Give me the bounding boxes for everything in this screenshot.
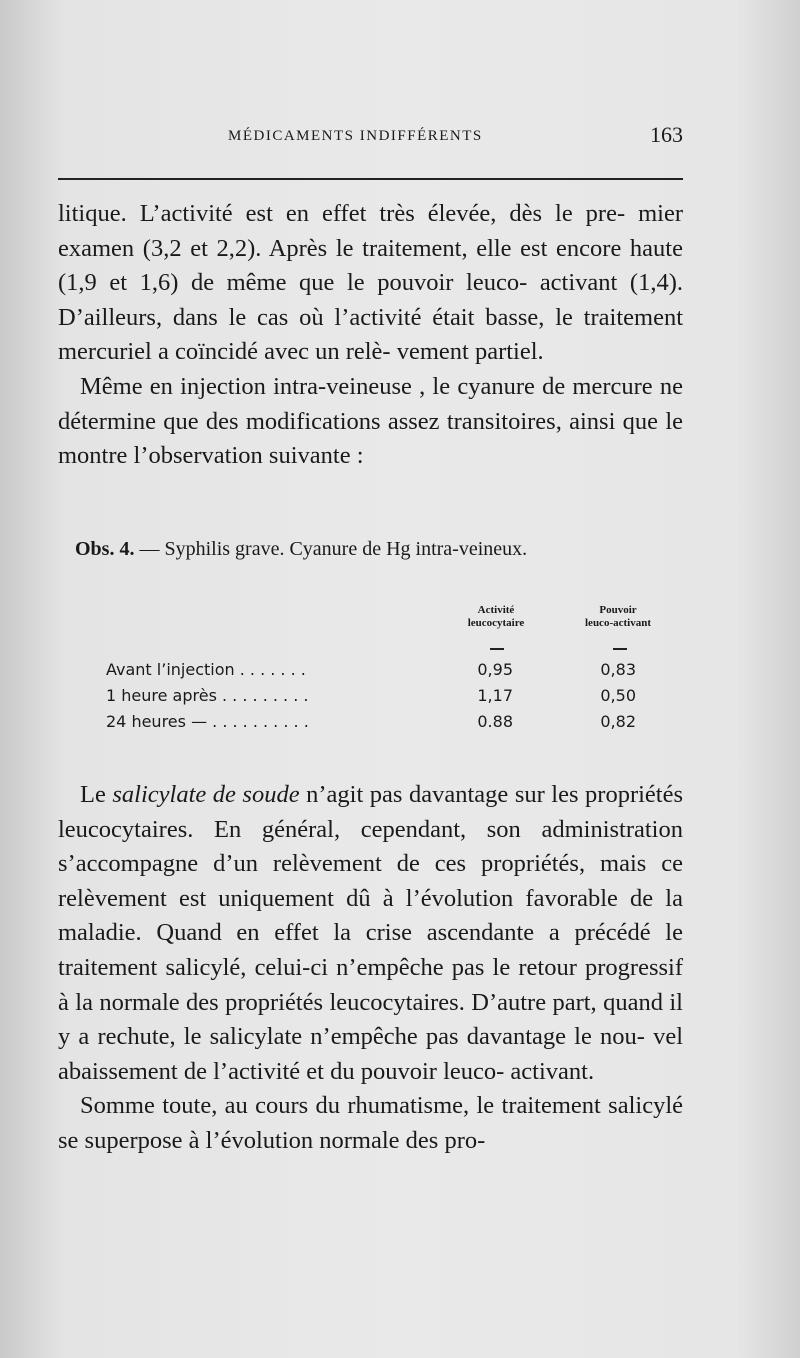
text-line: rechute, le salicylate n’empêche pas davantage le nou- bbox=[97, 1023, 645, 1051]
row-pouvoir: 0,82 bbox=[600, 712, 636, 731]
header-rule bbox=[58, 178, 683, 180]
column-header-line: Activité bbox=[477, 604, 515, 616]
paragraph-4 bbox=[58, 1089, 683, 1158]
column-header-activite bbox=[456, 604, 536, 630]
column-dash bbox=[490, 648, 504, 650]
page-header bbox=[58, 120, 683, 160]
column-header-pouvoir bbox=[578, 604, 658, 630]
text-line: Même en injection intra-veineuse , le cyanure de bbox=[80, 372, 566, 400]
text-line: activant (1,4). D’ailleurs, dans le cas où l’activité était bbox=[58, 269, 683, 331]
text-block-lower bbox=[58, 778, 683, 1159]
observation-heading bbox=[75, 535, 695, 563]
column-header-line: leuco-activant bbox=[585, 617, 651, 629]
observation-label: Obs. 4. bbox=[75, 538, 135, 560]
text-line: salicylé se superpose à l’évolution normale des pro- bbox=[58, 1092, 683, 1154]
text-italic: salicylate de soude bbox=[112, 781, 300, 808]
text-line: celui-ci n’empêche pas le retour progressif à la normale bbox=[58, 953, 683, 1016]
text-line: administration s’accompagne d’un relèvement de ces bbox=[58, 815, 683, 878]
row-label: 1 heure après . . . . . . . . . bbox=[106, 686, 309, 705]
row-label: 24 heures — . . . . . . . . . . bbox=[106, 712, 309, 731]
text-block-upper bbox=[58, 197, 683, 474]
row-pouvoir: 0,83 bbox=[600, 660, 636, 679]
paragraph-1 bbox=[58, 197, 683, 370]
text-line: activant. bbox=[510, 1057, 595, 1085]
text-line: mercure ne détermine que des modifications assez bbox=[58, 372, 684, 435]
table-row bbox=[58, 660, 683, 686]
row-activite: 1,17 bbox=[477, 686, 513, 705]
row-activite: 0,95 bbox=[477, 660, 513, 679]
text-line: Somme toute, au cours du rhumatisme, le traitement bbox=[80, 1092, 601, 1120]
text-line: transitoires, ainsi que le montre l’observation suivante : bbox=[58, 407, 684, 470]
paragraph-2 bbox=[58, 370, 683, 474]
text-line: encore haute (1,9 et 1,6) de même que le pouvoir leuco- bbox=[58, 234, 683, 297]
page-number: 163 bbox=[650, 122, 683, 147]
text-line: crise ascendante a précédé le traitement salicylé, bbox=[58, 919, 683, 981]
text-line: basse, le traitement mercuriel a coïncidé avec un relè- bbox=[58, 303, 684, 366]
row-label: Avant l’injection . . . . . . . bbox=[106, 660, 306, 679]
text-line: des propriétés leucocytaires. D’autre part, quand il y a bbox=[58, 988, 683, 1051]
text-line: vel abaissement de l’activité et du pouvoir leuco- bbox=[58, 1023, 684, 1085]
observation-text: — Syphilis grave. Cyanure de Hg intra-veineux. bbox=[134, 538, 528, 560]
row-pouvoir: 0,50 bbox=[600, 686, 636, 705]
running-title: MÉDICAMENTS INDIFFÉRENTS bbox=[228, 128, 483, 144]
text-lead: Le bbox=[80, 781, 113, 808]
text-line: propriétés leucocytaires. En général, cependant, son bbox=[58, 781, 684, 843]
table-row bbox=[58, 686, 683, 712]
table-row bbox=[58, 712, 683, 738]
row-activite: 0.88 bbox=[477, 712, 513, 731]
text-line: n’agit pas davantage sur les bbox=[299, 781, 579, 808]
text-line: propriétés, mais ce relèvement est uniquement dû à bbox=[58, 850, 683, 912]
text-line: l’évolution favorable de la maladie. Quand en effet la bbox=[58, 884, 683, 947]
text-line: vement partiel. bbox=[396, 338, 544, 366]
column-dash bbox=[613, 648, 627, 650]
column-header-line: leucocytaire bbox=[467, 617, 525, 629]
paragraph-3 bbox=[58, 778, 683, 1089]
column-header-line: Pouvoir bbox=[599, 604, 637, 616]
text-line: litique. L’activité est en effet très élevée, dès le pre- bbox=[58, 200, 626, 227]
text-line: mier examen (3,2 et 2,2). Après le traitement, elle est bbox=[58, 200, 684, 262]
